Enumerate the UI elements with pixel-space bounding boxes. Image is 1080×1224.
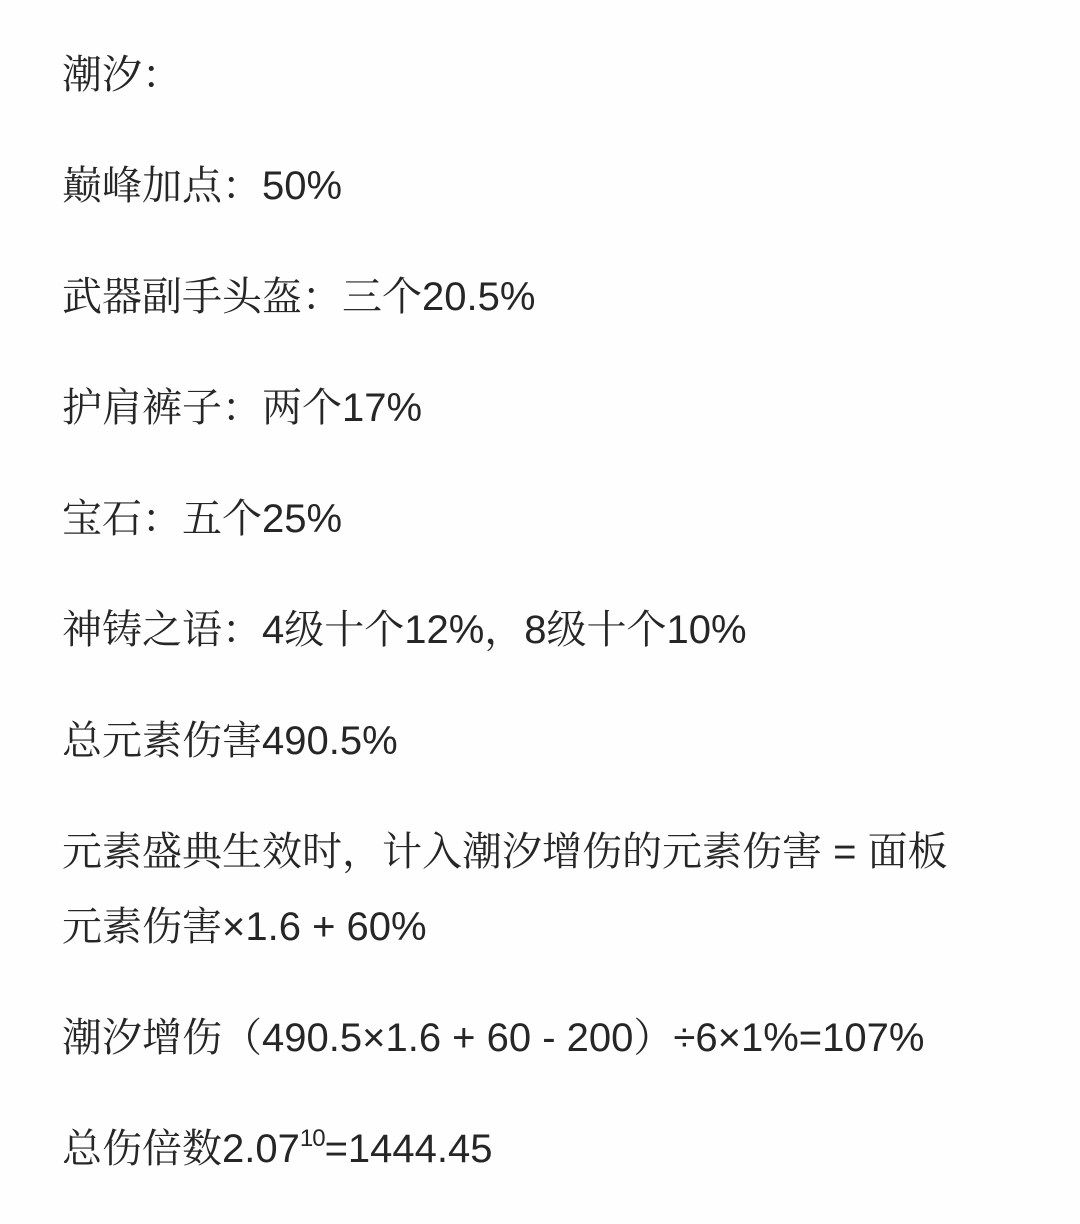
line-total-damage-multiplier (62, 1112, 1024, 1187)
line-gems: 宝石：五个25% (62, 497, 343, 541)
line-tide-title: 潮汐： (62, 53, 182, 97)
line-tide-bonus-formula: 潮汐增伤（490.5×1.6 + 60 - 200）÷6×1%=107% (62, 1016, 925, 1060)
line-godforged-words: 神铸之语：4级十个12%，8级十个10% (62, 608, 747, 652)
multiplier-result-text: =1444.45 (324, 1127, 493, 1171)
line-peak-points: 巅峰加点：50% (62, 164, 343, 208)
exponent-sup: 10 (299, 1124, 325, 1152)
line-weapon-offhand-helmet: 武器副手头盔：三个20.5% (62, 275, 536, 319)
line-total-elemental-damage: 总元素伤害490.5% (62, 719, 398, 763)
line-festival-formula-part1: 元素盛典生效时，计入潮汐增伤的元素伤害 = 面板 (62, 830, 948, 874)
line-festival-formula-part2: 元素伤害×1.6 + 60% (62, 905, 427, 949)
line-shoulder-pants: 护肩裤子：两个17% (62, 386, 423, 430)
multiplier-base-text: 总伤倍数2.07 (62, 1127, 300, 1171)
